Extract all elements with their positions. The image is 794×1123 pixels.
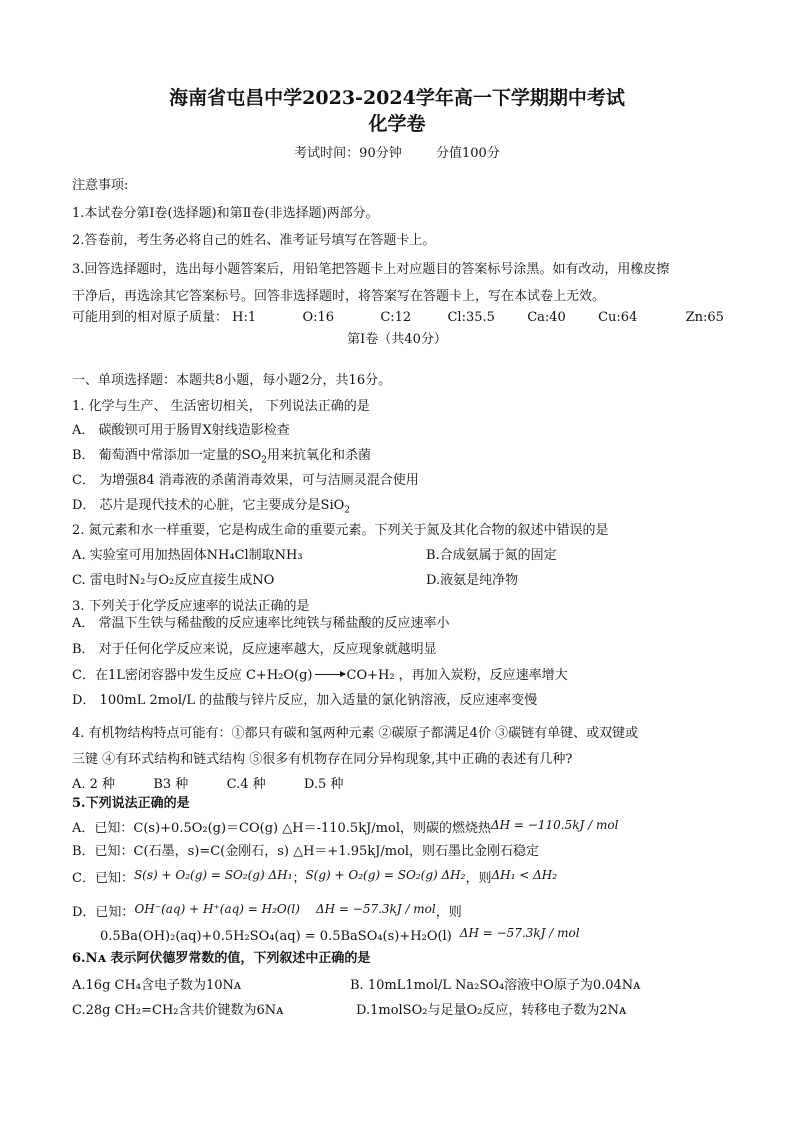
q1-b-text: B． 葡萄酒中常添加一定量的SO	[72, 448, 262, 463]
q5-d-eq: OH⁻(aq) + H⁺(aq) = H₂O(l)	[134, 902, 300, 916]
q5-d-label: D．已知：	[72, 905, 135, 920]
q4-line2: 三键 ④有环式结构和链式结构 ⑤很多有机物存在同分异构现象,其中正确的表述有几种?	[72, 752, 573, 767]
exam-title: 海南省屯昌中学2023-2024学年高一下学期期中考试	[169, 87, 625, 109]
q1-b-rest: 用来抗氧化和杀菌	[266, 448, 371, 463]
q4-options	[72, 776, 343, 794]
q3-option-c	[72, 667, 568, 685]
q3-c-rest: CO+H₂ ，再加入炭粉，反应速率增大	[346, 668, 568, 683]
q5-a-text: A．已知：C(s)+0.5O₂(g)＝CO(g) △H＝-110.5kJ/mol，则碳的燃烧热	[72, 821, 491, 836]
exam-subtitle: 化学卷	[368, 113, 426, 135]
notes-heading: 注意事项:	[72, 178, 129, 193]
atomic-masses	[72, 309, 724, 327]
q2-option-d: D.液氨是纯净物	[426, 573, 519, 588]
q1-option-a: A． 碳酸钡可用于肠胃X射线造影检查	[72, 423, 290, 438]
q5-d-then: ，则	[435, 905, 462, 920]
q5-option-d	[72, 903, 462, 922]
q4-line1: 4. 有机物结构特点可能有：①都只有碳和氢两种元素 ②碳原子都满足4价 ③碳链有单键、或双键或	[72, 726, 639, 741]
q3-option-d: D． 100mL 2mol/L 的盐酸与锌片反应，加入适量的氯化钠溶液，反应速率变慢	[72, 693, 538, 708]
q3-stem: 3. 下列关于化学反应速率的说法正确的是	[72, 599, 310, 614]
q5-c-eq2: S(g) + O₂(g) = SO₂(g) ΔH₂	[305, 868, 466, 882]
mass-cl: Cl:35.5	[447, 310, 495, 325]
exam-time: 考试时间：90分钟	[294, 146, 402, 161]
q5-c-label: C．已知：	[72, 871, 134, 886]
q4-option-a: A. 2 种	[72, 777, 116, 792]
q3-option-b: B． 对于任何化学反应来说，反应速率越大，反应现象就越明显	[72, 642, 437, 657]
q2-option-c: C. 雷电时N₂与O₂反应直接生成NO	[72, 573, 275, 588]
q3-c-text: C．在1L密闭容器中发生反应 C+H₂O(g)	[72, 668, 313, 683]
mass-h: H:1	[232, 310, 257, 325]
q2-option-a: A. 实验室可用加热固体NH₄Cl制取NH₃	[72, 548, 303, 563]
q5-stem: 5.下列说法正确的是	[72, 796, 190, 811]
q6-option-c: C.28g CH₂=CH₂含共价键数为6Nᴀ	[72, 1003, 284, 1018]
q5-option-a	[72, 819, 618, 838]
q1-option-d: D． 芯片是现代技术的心脏，它主要成分是SiO$_2$	[72, 498, 351, 516]
q5-d-line2: 0.5Ba(OH)₂(aq)+0.5H₂SO₄(aq) = 0.5BaSO₄(s)+H₂O(l)	[100, 929, 452, 944]
note-1: 1.本试卷分第I卷(选择题)和第Ⅱ卷(非选择题)两部分。	[72, 206, 379, 221]
q5-c-then: ，则	[465, 871, 492, 886]
q5-c-sep: ；	[292, 871, 306, 886]
q5-option-d-line2	[100, 927, 580, 946]
q4-option-b: B3 种	[153, 777, 189, 792]
q5-option-b: B．已知：C(石墨，s)=C(金刚石，s) △H＝+1.95kJ/mol，则石墨比金刚石稳定	[72, 844, 540, 859]
q6-option-d: D.1molSO₂与足量O₂反应，转移电子数为2Nᴀ	[356, 1003, 627, 1018]
q5-d-dh: ΔH = −57.3kJ / mol	[315, 902, 436, 916]
note-3b: 干净后，再选涂其它答案标号。回答非选择题时，将答案写在答题卡上，写在本试卷上无效。	[72, 289, 606, 304]
q6-option-b: B. 10mL1mol/L Na₂SO₄溶液中O原子为0.04Nᴀ	[350, 978, 641, 993]
q1-d-text: D． 芯片是现代技术的心脏，它主要成分是SiO	[72, 498, 345, 513]
q4-option-c: C.4 种	[226, 777, 266, 792]
note-3a: 3.回答选择题时，选出每小题答案后，用铅笔把答题卡上对应题目的答案标号涂黑。如有改动，用橡皮擦	[72, 262, 670, 277]
mass-zn: Zn:65	[685, 310, 724, 325]
mass-o: O:16	[302, 310, 335, 325]
q1-option-b: B． 葡萄酒中常添加一定量的$SO_2$用来抗氧化和杀菌	[72, 448, 371, 466]
mass-c: C:12	[380, 310, 412, 325]
mass-cu: Cu:64	[598, 310, 638, 325]
q5-c-rel: ΔH₁ < ΔH₂	[491, 868, 558, 882]
section-heading: 一、单项选择题：本题共8小题，每小题2分，共16分。	[72, 373, 392, 388]
q6-stem: 6.Nᴀ 表示阿伏德罗常数的值，下列叙述中正确的是	[72, 951, 371, 966]
q5-d-dh2: ΔH = −57.3kJ / mol	[459, 926, 580, 940]
part1-heading: 第I卷（共40分）	[347, 332, 447, 347]
q3-option-a: A． 常温下生铁与稀盐酸的反应速率比纯铁与稀盐酸的反应速率小	[72, 616, 450, 631]
q1-option-c: C． 为增强84 消毒液的杀菌消毒效果，可与洁厕灵混合使用	[72, 473, 419, 488]
q2-stem: 2. 氮元素和水一样重要，它是构成生命的重要元素。下列关于氮及其化合物的叙述中错误的是	[72, 523, 609, 538]
q6-option-a: A.16g CH₄含电子数为10Nᴀ	[72, 978, 242, 993]
exam-score: 分值100分	[436, 146, 500, 161]
q4-option-d: D.5 种	[303, 777, 344, 792]
q1-stem: 1. 化学与生产、 生活密切相关， 下列说法正确的是	[72, 399, 370, 414]
reversible-arrow-icon	[315, 674, 345, 675]
exam-info	[0, 145, 794, 163]
mass-ca: Ca:40	[527, 310, 566, 325]
note-2: 2.答卷前，考生务必将自己的姓名、准考证号填写在答题卡上。	[72, 233, 436, 248]
atomic-label: 可能用到的相对原子质量：	[72, 310, 229, 325]
q5-option-c	[72, 869, 557, 888]
q2-option-b: B.合成氨属于氮的固定	[426, 548, 557, 563]
q5-c-eq1: S(s) + O₂(g) = SO₂(g) ΔH₁	[133, 868, 293, 882]
q5-a-dh: ΔH = −110.5kJ / mol	[490, 818, 619, 832]
